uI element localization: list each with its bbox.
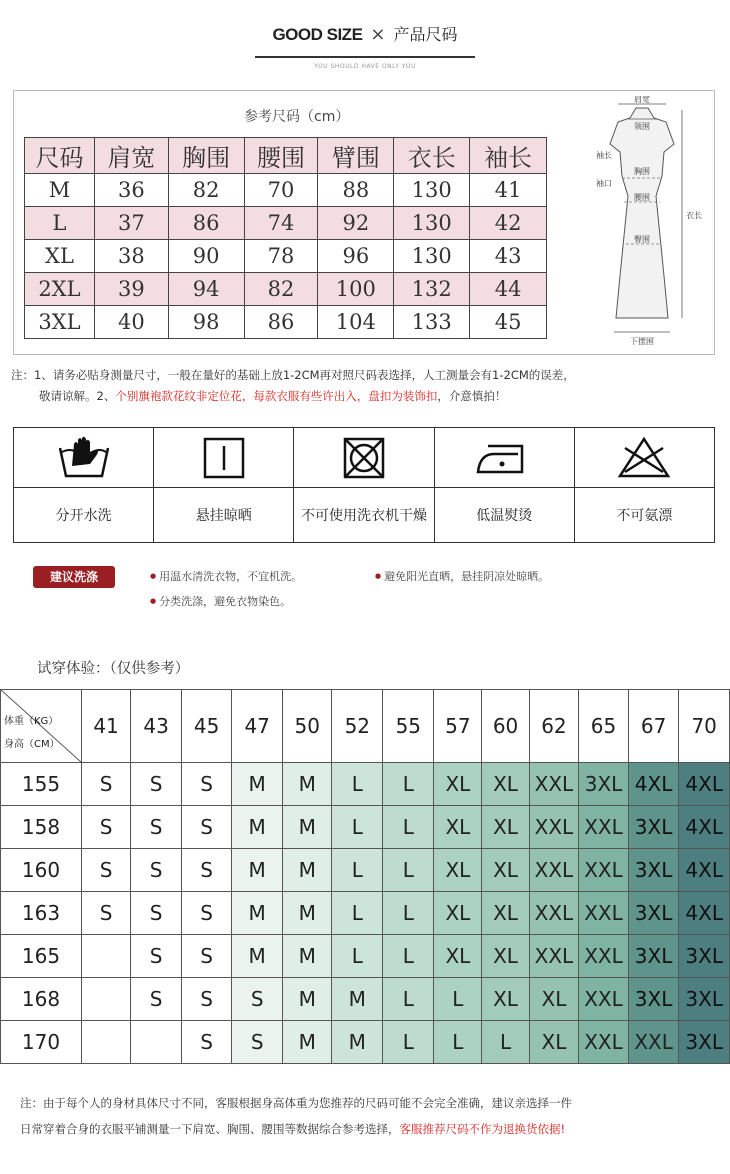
no-bleach-icon bbox=[617, 436, 671, 480]
low-iron-icon bbox=[474, 438, 534, 478]
fit-size-cell: M bbox=[283, 806, 332, 849]
fit-size-cell: XL bbox=[482, 978, 529, 1021]
fit-size-cell: S bbox=[182, 978, 232, 1021]
diagram-shoulder-label: 肩宽 bbox=[634, 96, 650, 104]
fit-size-cell: M bbox=[332, 978, 383, 1021]
weight-axis-label: 体重（KG） bbox=[4, 716, 59, 727]
fit-size-cell: M bbox=[232, 806, 283, 849]
fit-size-cell: XXL bbox=[579, 806, 629, 849]
fit-size-cell: 3XL bbox=[628, 849, 679, 892]
fit-size-cell: XXL bbox=[529, 935, 579, 978]
weight-header-cell: 45 bbox=[182, 690, 232, 763]
fit-size-cell: M bbox=[332, 1021, 383, 1064]
fit-size-cell: L bbox=[332, 892, 383, 935]
fit-size-cell: 4XL bbox=[679, 849, 730, 892]
fit-size-cell: L bbox=[383, 978, 434, 1021]
fit-note-line1: 注：由于每个人的身材具体尺寸不同，客服根据身高体重为您推荐的尺码可能不会完全准确，建议亲选择一件 bbox=[20, 1096, 572, 1110]
fit-size-cell: L bbox=[383, 763, 434, 806]
size-header-cell: 肩宽 bbox=[94, 138, 168, 174]
fit-size-cell: M bbox=[283, 935, 332, 978]
fit-size-cell: S bbox=[82, 806, 131, 849]
diagram-hem-label: 下摆围 bbox=[630, 337, 654, 346]
fit-size-cell: S bbox=[131, 935, 182, 978]
care-label: 分开水洗 bbox=[55, 508, 112, 524]
care-cell bbox=[14, 428, 154, 542]
fit-size-cell: 4XL bbox=[679, 892, 730, 935]
care-label: 悬挂晾晒 bbox=[195, 508, 252, 524]
fit-size-cell bbox=[131, 1021, 182, 1064]
wash-item: ● 避免阳光直晒，悬挂阴凉处晾晒。 bbox=[375, 568, 549, 584]
fit-size-cell: L bbox=[332, 806, 383, 849]
fit-corner-cell bbox=[1, 690, 82, 763]
size-cell: 38 bbox=[94, 240, 168, 273]
fit-size-cell: L bbox=[332, 763, 383, 806]
weight-header-cell: 60 bbox=[482, 690, 529, 763]
fit-size-cell: 4XL bbox=[679, 806, 730, 849]
size-cell: 133 bbox=[394, 306, 470, 339]
weight-header-cell: 47 bbox=[232, 690, 283, 763]
fit-row bbox=[1, 1021, 730, 1064]
size-cell: 130 bbox=[394, 174, 470, 207]
care-label: 低温熨烫 bbox=[476, 508, 533, 524]
fit-note-line2: 日常穿着合身的衣服平铺测量一下肩宽、胸围、腰围等数据综合参考选择，客服推荐尺码不作为退换货依据! bbox=[20, 1122, 566, 1136]
fit-size-cell: S bbox=[131, 806, 182, 849]
fit-size-cell: XXL bbox=[529, 892, 579, 935]
weight-header-cell: 41 bbox=[82, 690, 131, 763]
fit-size-cell: 3XL bbox=[628, 806, 679, 849]
wash-item: ● 用温水清洗衣物，不宜机洗。 bbox=[150, 568, 302, 584]
fit-size-cell: XL bbox=[482, 935, 529, 978]
fit-size-cell: 3XL bbox=[679, 1021, 730, 1064]
diagram-waist-label: 腰围 bbox=[634, 193, 650, 202]
fit-size-cell: XXL bbox=[579, 892, 629, 935]
fit-size-cell: XL bbox=[529, 1021, 579, 1064]
fit-size-cell: 3XL bbox=[579, 763, 629, 806]
hang-dry-icon bbox=[202, 436, 246, 480]
header-title: 产品尺码 bbox=[393, 25, 458, 44]
fit-size-cell: XXL bbox=[628, 1021, 679, 1064]
wash-item: ● 分类洗涤，避免衣物染色。 bbox=[150, 593, 291, 609]
fit-row bbox=[1, 935, 730, 978]
fit-size-cell: M bbox=[232, 849, 283, 892]
size-cell: 43 bbox=[470, 240, 547, 273]
fit-size-cell: XL bbox=[482, 892, 529, 935]
size-cell: 94 bbox=[168, 273, 244, 306]
fit-size-cell: XL bbox=[529, 978, 579, 1021]
fit-size-cell: L bbox=[383, 806, 434, 849]
fit-size-cell: S bbox=[182, 806, 232, 849]
size-note-line2: 敬请谅解。2、个别旗袍款花纹非定位花，每款衣服有些许出入，盘扣为装饰扣，介意慎拍！ bbox=[39, 389, 507, 403]
height-cell: 160 bbox=[1, 849, 82, 892]
fit-size-cell: XXL bbox=[579, 849, 629, 892]
size-cell: 96 bbox=[318, 240, 394, 273]
size-row bbox=[25, 174, 547, 207]
fit-size-cell: XL bbox=[434, 806, 482, 849]
size-cell: 70 bbox=[244, 174, 318, 207]
size-cell: 130 bbox=[394, 240, 470, 273]
size-cell: 86 bbox=[168, 207, 244, 240]
fit-row bbox=[1, 978, 730, 1021]
diagram-cuff-label: 袖口 bbox=[596, 179, 612, 188]
diagram-length-label: 衣长 bbox=[686, 211, 702, 220]
size-cell: 130 bbox=[394, 207, 470, 240]
height-cell: 163 bbox=[1, 892, 82, 935]
fit-size-cell: L bbox=[383, 849, 434, 892]
care-instructions bbox=[13, 427, 715, 543]
fit-size-cell: 3XL bbox=[679, 978, 730, 1021]
fit-size-cell: M bbox=[232, 763, 283, 806]
fit-note bbox=[20, 1090, 720, 1142]
fit-size-cell: XL bbox=[482, 849, 529, 892]
size-cell: 132 bbox=[394, 273, 470, 306]
size-cell: 45 bbox=[470, 306, 547, 339]
fit-size-cell: 4XL bbox=[628, 763, 679, 806]
fit-size-cell: XL bbox=[434, 892, 482, 935]
fit-size-cell: M bbox=[283, 1021, 332, 1064]
size-row bbox=[25, 207, 547, 240]
fit-size-cell: M bbox=[283, 892, 332, 935]
size-row bbox=[25, 306, 547, 339]
size-cell: 41 bbox=[470, 174, 547, 207]
header-underline bbox=[255, 56, 475, 58]
size-cell: 100 bbox=[318, 273, 394, 306]
fit-size-cell: L bbox=[383, 892, 434, 935]
fit-row bbox=[1, 763, 730, 806]
size-header-cell: 衣长 bbox=[394, 138, 470, 174]
fit-size-cell: L bbox=[332, 849, 383, 892]
fit-size-cell: S bbox=[82, 763, 131, 806]
fit-size-cell: L bbox=[383, 935, 434, 978]
fit-size-cell: L bbox=[434, 978, 482, 1021]
care-label: 不可使用洗衣机干燥 bbox=[301, 508, 427, 524]
size-header-cell: 尺码 bbox=[25, 138, 95, 174]
fit-size-cell: M bbox=[232, 935, 283, 978]
size-header-cell: 胸围 bbox=[168, 138, 244, 174]
diagram-sleeve-label: 袖长 bbox=[596, 151, 612, 160]
fit-row bbox=[1, 892, 730, 935]
diagram-collar-label: 领围 bbox=[634, 122, 650, 131]
fit-size-cell: 3XL bbox=[628, 978, 679, 1021]
fit-title: 试穿体验：（仅供参考） bbox=[37, 661, 190, 677]
weight-header-cell: 52 bbox=[332, 690, 383, 763]
wash-tag: 建议洗涤 bbox=[33, 566, 115, 588]
fit-size-cell: 3XL bbox=[628, 892, 679, 935]
hand-wash-icon bbox=[56, 436, 112, 480]
page-header bbox=[0, 22, 730, 45]
size-cell: 3XL bbox=[25, 306, 95, 339]
size-cell: 36 bbox=[94, 174, 168, 207]
fit-size-cell: XL bbox=[482, 806, 529, 849]
weight-header-cell: 65 bbox=[579, 690, 629, 763]
fit-size-cell bbox=[82, 1021, 131, 1064]
weight-header-cell: 67 bbox=[628, 690, 679, 763]
size-cell: 44 bbox=[470, 273, 547, 306]
fit-size-cell: 4XL bbox=[679, 763, 730, 806]
fit-size-cell bbox=[82, 935, 131, 978]
fit-size-cell: M bbox=[232, 892, 283, 935]
size-cell: M bbox=[25, 174, 95, 207]
fit-size-cell: S bbox=[182, 1021, 232, 1064]
size-cell: 82 bbox=[168, 174, 244, 207]
fit-size-cell: XL bbox=[434, 763, 482, 806]
care-cell bbox=[294, 428, 434, 542]
fit-size-cell: XXL bbox=[579, 1021, 629, 1064]
diagram-hip-label: 臀围 bbox=[634, 235, 650, 244]
fit-size-cell: XL bbox=[434, 849, 482, 892]
size-chart-title: 参考尺码（cm） bbox=[244, 109, 350, 125]
care-cell bbox=[435, 428, 575, 542]
size-note bbox=[11, 365, 721, 407]
weight-header-cell: 62 bbox=[529, 690, 579, 763]
size-cell: 92 bbox=[318, 207, 394, 240]
fit-size-cell: S bbox=[82, 892, 131, 935]
height-cell: 168 bbox=[1, 978, 82, 1021]
fit-size-cell: S bbox=[232, 1021, 283, 1064]
fit-note-warning: 客服推荐尺码不作为退换货依据! bbox=[399, 1122, 566, 1136]
dress-measurement-diagram bbox=[578, 96, 706, 348]
size-cell: XL bbox=[25, 240, 95, 273]
fit-size-cell: XXL bbox=[529, 806, 579, 849]
fit-row bbox=[1, 806, 730, 849]
no-tumble-dry-icon bbox=[342, 436, 386, 480]
size-cell: 37 bbox=[94, 207, 168, 240]
fit-size-cell bbox=[82, 978, 131, 1021]
size-note-warning: 个别旗袍款花纹非定位花，每款衣服有些许出入，盘扣为装饰扣 bbox=[115, 389, 438, 403]
fit-size-cell: S bbox=[182, 763, 232, 806]
weight-header-cell: 57 bbox=[434, 690, 482, 763]
fit-size-cell: 3XL bbox=[628, 935, 679, 978]
fit-size-cell: S bbox=[82, 849, 131, 892]
size-header-cell: 袖长 bbox=[470, 138, 547, 174]
size-cell: 98 bbox=[168, 306, 244, 339]
height-axis-label: 身高（CM） bbox=[4, 739, 60, 750]
fit-size-cell: XL bbox=[434, 935, 482, 978]
fit-size-cell: XXL bbox=[579, 935, 629, 978]
size-cell: 2XL bbox=[25, 273, 95, 306]
fit-size-cell: S bbox=[131, 978, 182, 1021]
size-header-cell: 腰围 bbox=[244, 138, 318, 174]
fit-size-cell: L bbox=[332, 935, 383, 978]
size-cell: 82 bbox=[244, 273, 318, 306]
weight-header-cell: 70 bbox=[679, 690, 730, 763]
fit-size-cell: S bbox=[182, 935, 232, 978]
height-cell: 165 bbox=[1, 935, 82, 978]
size-cell: 88 bbox=[318, 174, 394, 207]
fit-size-cell: S bbox=[131, 892, 182, 935]
weight-header-cell: 50 bbox=[283, 690, 332, 763]
weight-header-cell: 55 bbox=[383, 690, 434, 763]
care-cell bbox=[154, 428, 294, 542]
size-cell: 104 bbox=[318, 306, 394, 339]
size-row bbox=[25, 240, 547, 273]
size-cell: 86 bbox=[244, 306, 318, 339]
good-size-text: GOOD SIZE bbox=[272, 25, 363, 44]
size-cell: L bbox=[25, 207, 95, 240]
care-cell bbox=[575, 428, 714, 542]
fit-size-cell: M bbox=[283, 978, 332, 1021]
size-cell: 90 bbox=[168, 240, 244, 273]
size-row bbox=[25, 273, 547, 306]
fit-size-cell: M bbox=[283, 849, 332, 892]
fit-size-cell: L bbox=[482, 1021, 529, 1064]
times-sign: × bbox=[370, 24, 386, 45]
fit-size-cell: XXL bbox=[529, 763, 579, 806]
weight-header-cell: 43 bbox=[131, 690, 182, 763]
size-cell: 40 bbox=[94, 306, 168, 339]
size-cell: 74 bbox=[244, 207, 318, 240]
fit-size-cell: S bbox=[182, 892, 232, 935]
fit-size-cell: M bbox=[283, 763, 332, 806]
size-note-line1: 注：1、请务必贴身测量尺寸，一般在量好的基础上放1-2CM再对照尺码表选择，人工测量会有1-2CM的误差， bbox=[11, 368, 575, 382]
fit-size-cell: XXL bbox=[529, 849, 579, 892]
fit-size-cell: L bbox=[434, 1021, 482, 1064]
fit-size-cell: XL bbox=[482, 763, 529, 806]
fit-table bbox=[0, 689, 730, 1064]
diagram-chest-label: 胸围 bbox=[634, 167, 650, 176]
fit-size-cell: XXL bbox=[579, 978, 629, 1021]
fit-size-cell: S bbox=[131, 849, 182, 892]
fit-size-cell: S bbox=[182, 849, 232, 892]
fit-row bbox=[1, 849, 730, 892]
fit-size-cell: S bbox=[232, 978, 283, 1021]
size-header-cell: 臂围 bbox=[318, 138, 394, 174]
fit-size-cell: S bbox=[131, 763, 182, 806]
size-cell: 42 bbox=[470, 207, 547, 240]
fit-size-cell: L bbox=[383, 1021, 434, 1064]
height-cell: 158 bbox=[1, 806, 82, 849]
header-subtitle: YOU SHOULD HAVE ONLY YOU bbox=[314, 63, 416, 70]
size-cell: 78 bbox=[244, 240, 318, 273]
height-cell: 155 bbox=[1, 763, 82, 806]
size-chart-table bbox=[24, 137, 547, 339]
size-cell: 39 bbox=[94, 273, 168, 306]
care-label: 不可氨漂 bbox=[616, 508, 673, 524]
height-cell: 170 bbox=[1, 1021, 82, 1064]
fit-size-cell: 3XL bbox=[679, 935, 730, 978]
